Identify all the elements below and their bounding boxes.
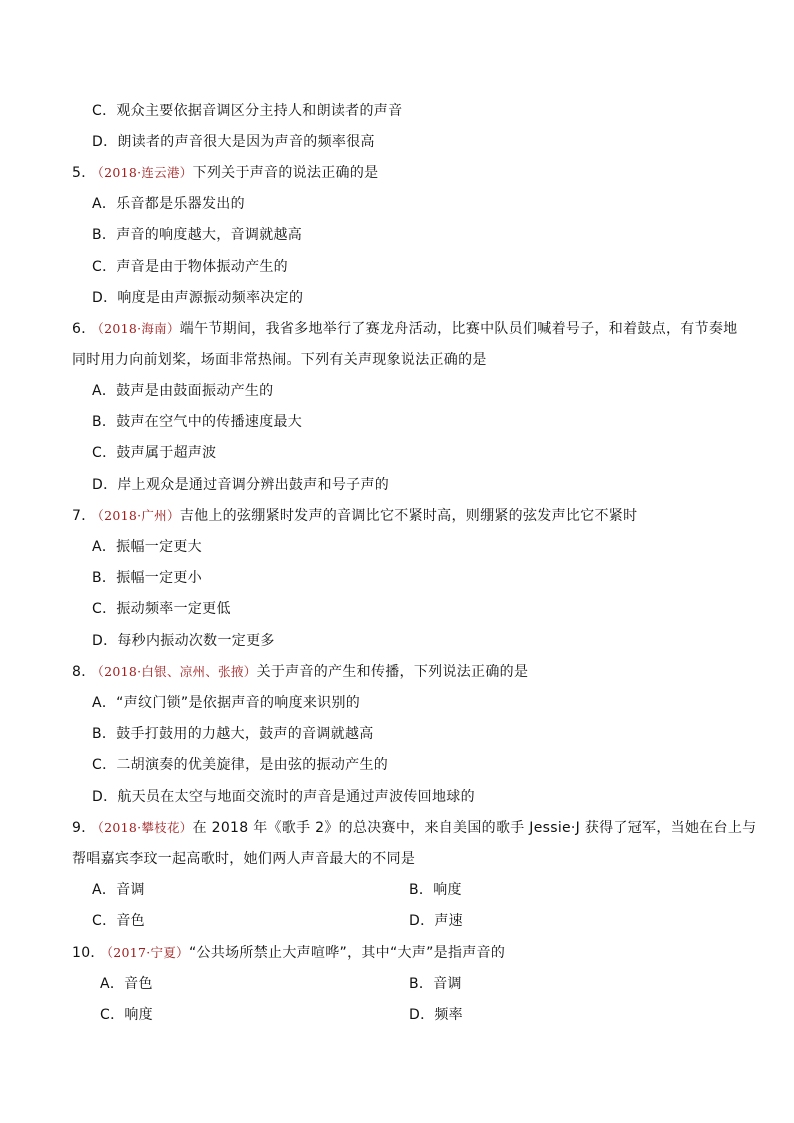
option-text: A．“声纹门锁”是依据声音的响度来识别的 [92, 695, 361, 711]
option-text: A．音调 [92, 882, 145, 898]
question-text: 吉他上的弦绷紧时发声的音调比它不紧时高，则绷紧的弦发声比它不紧时 [179, 508, 638, 524]
question-text: “公共场所禁止大声喧哗”，其中“大声”是指声音的 [188, 945, 506, 961]
question-8-stem [72, 664, 528, 680]
option-text: C．响度 [100, 1007, 153, 1023]
question-9-stem [72, 820, 756, 836]
option-text: D．频率 [409, 1007, 463, 1023]
question-source: （2018·连云港） [97, 165, 193, 180]
option-text: C．声音是由于物体振动产生的 [92, 259, 288, 275]
option-text: D．岸上观众是通过音调分辨出鼓声和号子声的 [92, 477, 390, 493]
option-text: C．振动频率一定更低 [92, 601, 231, 617]
option-text: D．声速 [409, 913, 463, 929]
option-text: C．观众主要依据音调区分主持人和朗读者的声音 [92, 103, 403, 119]
option-text: C．音色 [92, 913, 145, 929]
option-text: A．音色 [100, 976, 153, 992]
option-text: D．朗读者的声音很大是因为声音的频率很高 [92, 134, 375, 150]
question-source: （2018·广州） [97, 508, 180, 523]
question-text: 关于声音的产生和传播，下列说法正确的是 [256, 664, 529, 680]
option-text: B．响度 [409, 882, 462, 898]
question-number: 9． [72, 820, 96, 836]
question-number: 6． [72, 321, 96, 337]
option-text: B．鼓手打鼓用的力越大，鼓声的音调就越高 [92, 726, 374, 742]
question-text: 端午节期间，我省多地举行了赛龙舟活动，比赛中队员们喊着号子，和着鼓点，有节奏地 [179, 321, 738, 337]
option-text: D．每秒内振动次数一定更多 [92, 633, 275, 649]
question-text-continued: 同时用力向前划桨，场面非常热闹。下列有关声现象说法正确的是 [72, 352, 487, 368]
question-source: （2018·海南） [97, 321, 180, 336]
option-text: C．二胡演奏的优美旋律，是由弦的振动产生的 [92, 757, 389, 773]
question-number: 7． [72, 508, 96, 524]
option-text: B．鼓声在空气中的传播速度最大 [92, 414, 303, 430]
question-source: （2018·白银、凉州、张掖） [97, 664, 257, 679]
question-6-stem [72, 321, 737, 337]
option-text: A．乐音都是乐器发出的 [92, 196, 245, 212]
question-number: 8． [72, 664, 96, 680]
question-number: 5． [72, 165, 96, 181]
question-text: 下列关于声音的说法正确的是 [192, 165, 379, 181]
question-5-stem [72, 165, 378, 181]
question-source: （2018·攀枝花） [97, 820, 193, 835]
option-text: A．振幅一定更大 [92, 539, 202, 555]
option-text: C．鼓声属于超声波 [92, 445, 217, 461]
option-text: A．鼓声是由鼓面振动产生的 [92, 383, 274, 399]
option-text: B．振幅一定更小 [92, 570, 203, 586]
question-text: 在 2018 年《歌手 2》的总决赛中，来自美国的歌手 Jessie·J 获得了冠军，当她在台上与 [192, 820, 757, 836]
option-text: D．响度是由声源振动频率决定的 [92, 290, 304, 306]
option-text: B．音调 [409, 976, 462, 992]
question-source: （2017·宁夏） [106, 945, 189, 960]
question-number: 10． [72, 945, 105, 961]
question-text-continued: 帮唱嘉宾李玟一起高歌时，她们两人声音最大的不同是 [72, 851, 416, 867]
question-10-stem [72, 945, 505, 961]
option-text: B．声音的响度越大，音调就越高 [92, 227, 303, 243]
option-text: D．航天员在太空与地面交流时的声音是通过声波传回地球的 [92, 789, 475, 805]
question-7-stem [72, 508, 637, 524]
